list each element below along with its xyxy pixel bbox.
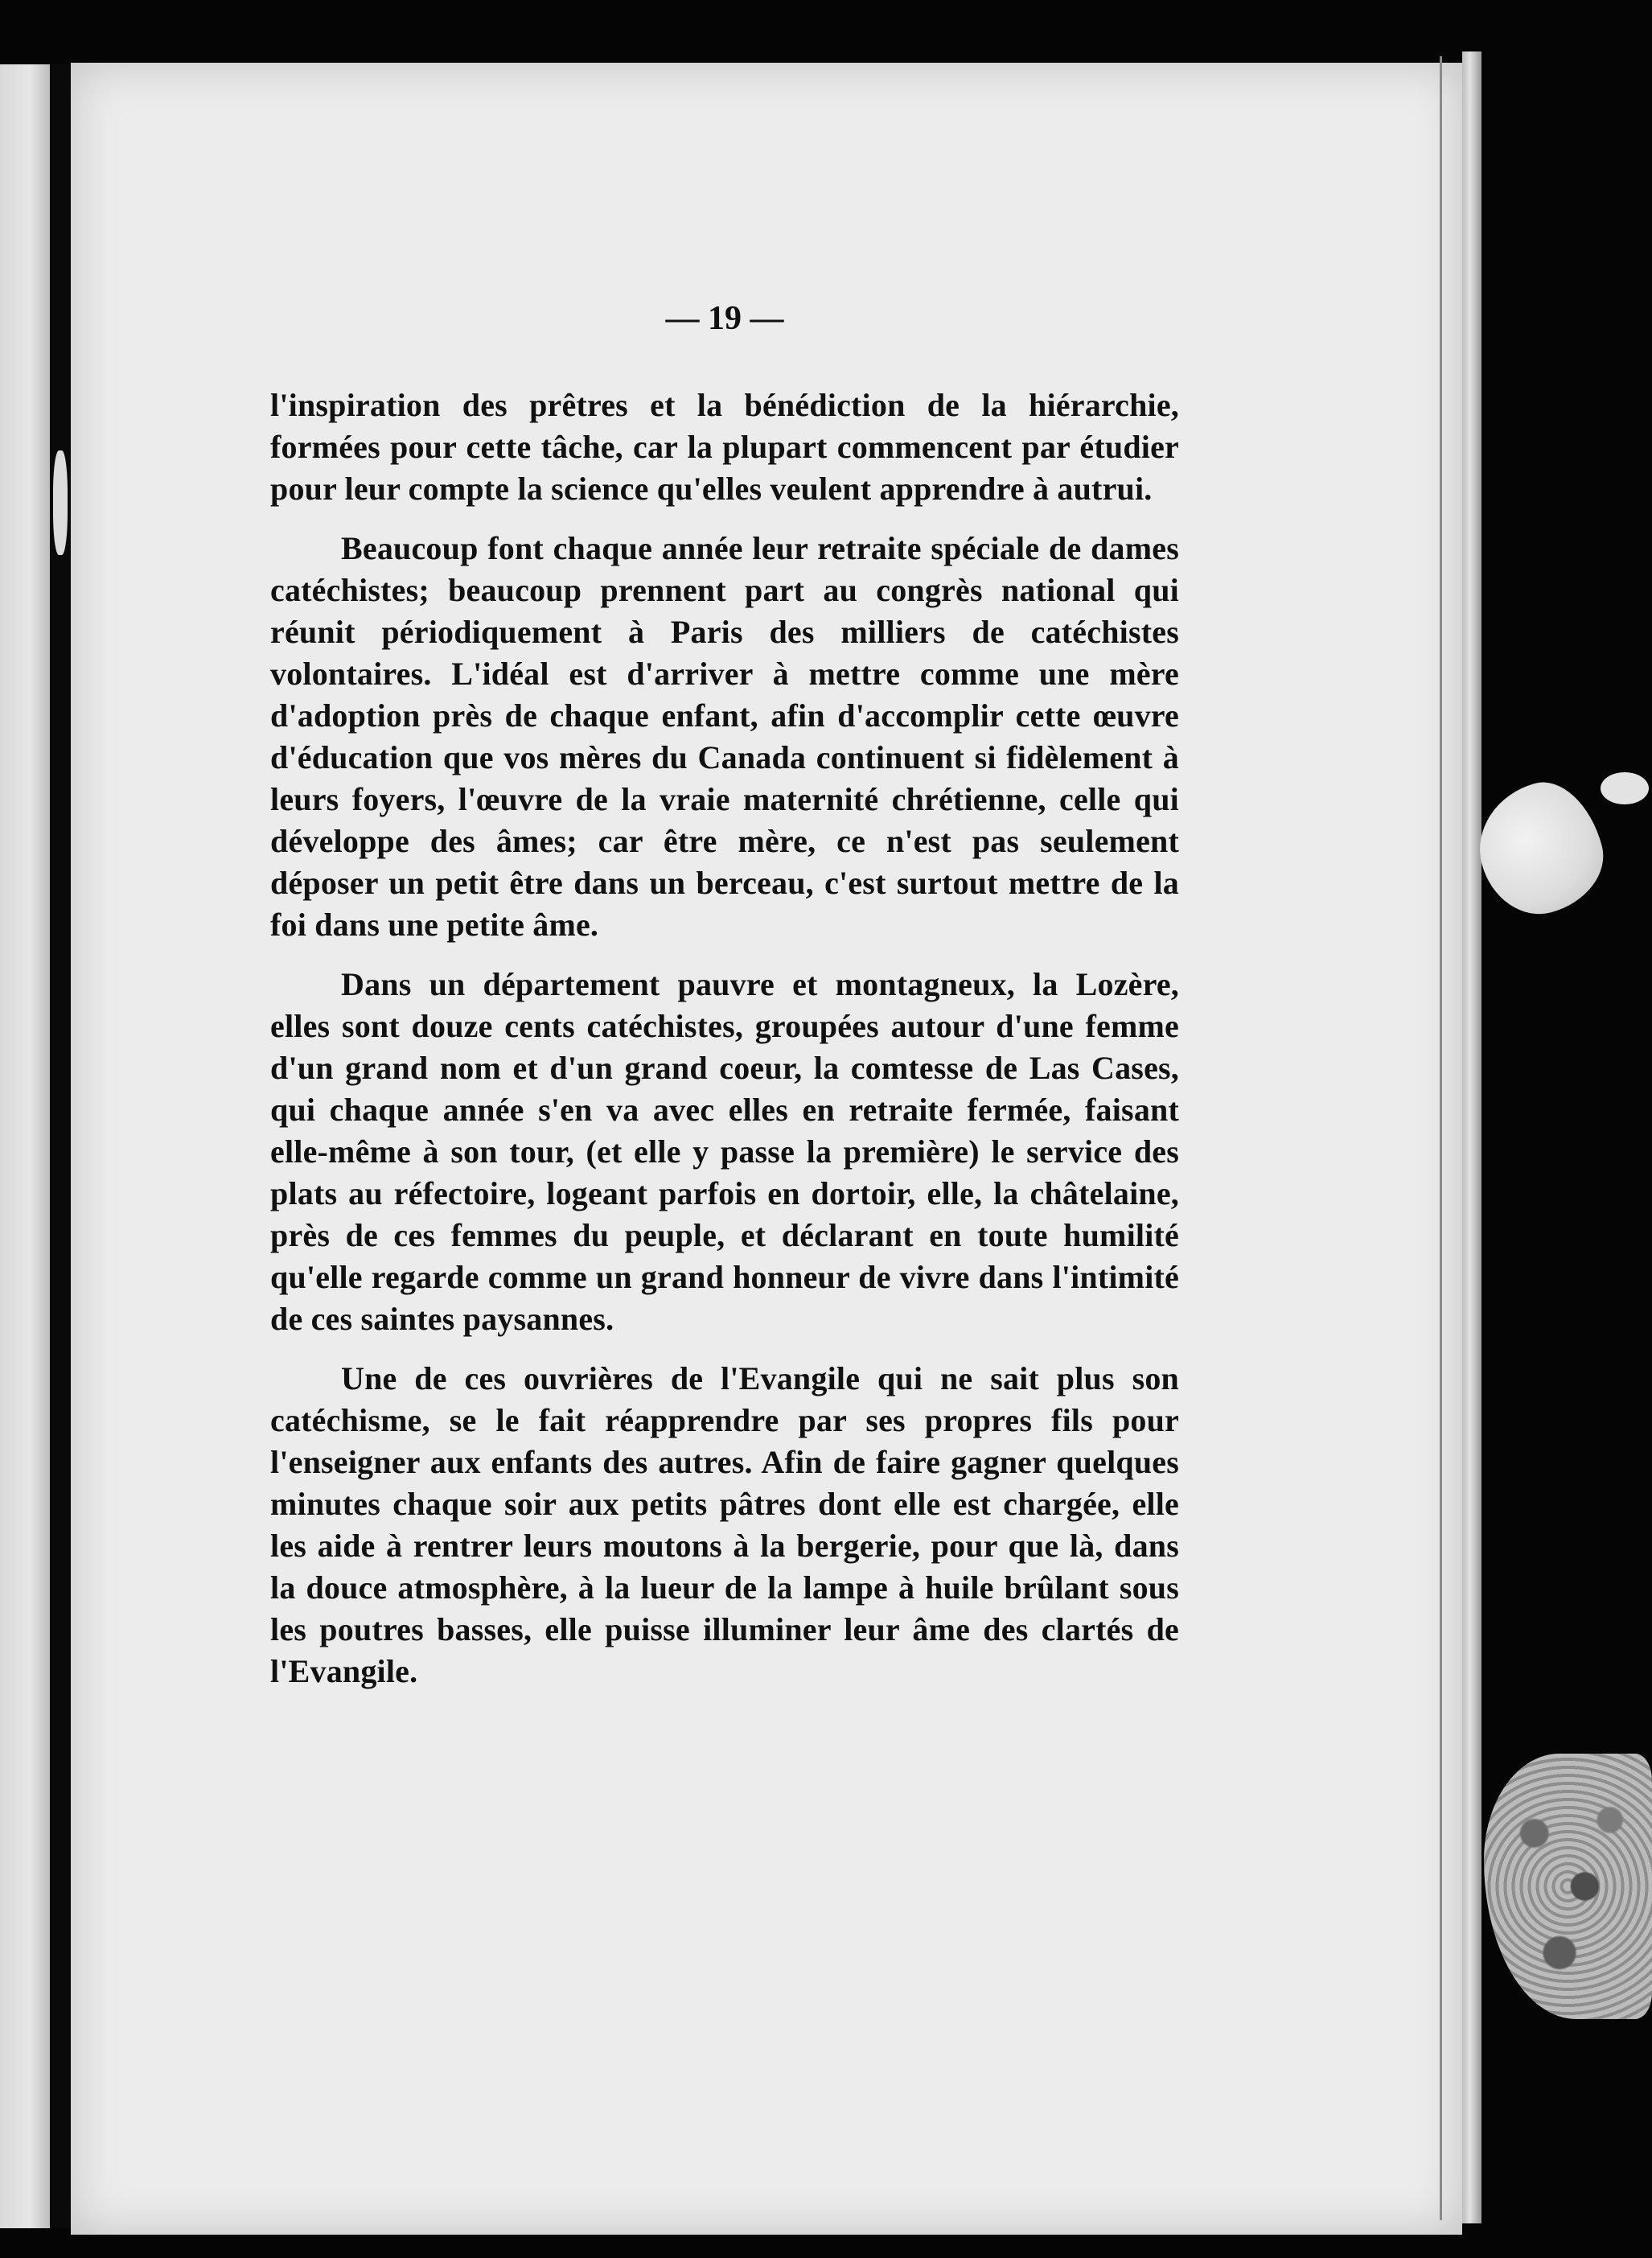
previous-page-edge (0, 64, 50, 2228)
page-number: — 19 — (665, 300, 784, 337)
page-right-edge (1462, 51, 1481, 2223)
paragraph: l'inspiration des prêtres et la bénédiction de la hiérarchie, formées pour cette tâche, car la plupart commencent par étudier pour leur compte la science qu'elles veulent apprendre à autrui. (270, 387, 1179, 507)
scan-artifact (53, 450, 68, 555)
page-body (270, 385, 1179, 1710)
paragraph: Beaucoup font chaque année leur retraite spéciale de dames catéchistes; beaucoup prennent part au congrès national qui réunit périodiquement à Paris des milliers de catéchistes volontaires. L'idéal est d'arriver à mettre comme une mère d'adoption près de chaque enfant, afin d'accomplir cette œuvre d'éducation que vos mères du Canada continuent si fidèlement à leurs foyers, l'œuvre de la vraie maternité chrétienne, celle qui développe des âmes; car être mère, ce n'est pas seulement déposer un petit être dans un berceau, c'est surtout mettre de la foi dans une petite âme. (270, 530, 1179, 943)
paragraph: Dans un département pauvre et montagneux, la Lozère, elles sont douze cents catéchistes, groupées autour d'une femme d'un grand nom et d'un grand coeur, la comtesse de Las Cases, qui chaque année s'en va avec elles en retraite fermée, faisant elle-même à son tour, (et elle y passe la première) le service des plats au réfectoire, logeant parfois en dortoir, elle, la châtelaine, près de ces femmes du peuple, et déclarant en toute humilité qu'elle regarde comme un grand honneur de vivre dans l'intimité de ces saintes paysannes. (270, 966, 1179, 1337)
scan-artifact (1465, 771, 1615, 926)
book-gutter (50, 64, 71, 2228)
scan-artifact (1601, 772, 1649, 804)
page-edge-line (1440, 56, 1442, 2220)
paragraph: Une de ces ouvrières de l'Evangile qui ne sait plus son catéchisme, se le fait réapprendre par ses propres fils pour l'enseigner aux enfants des autres. Afin de faire gagner quelques minutes chaque soir aux petits pâtres dont elle est chargée, elle les aide à rentrer leurs moutons à la bergerie, pour que là, dans la douce atmosphère, à la lueur de la lampe à huile brûlant sous les poutres basses, elle puisse illuminer leur âme des clartés de l'Evangile. (270, 1360, 1179, 1689)
scan-artifact (1484, 1754, 1652, 2019)
